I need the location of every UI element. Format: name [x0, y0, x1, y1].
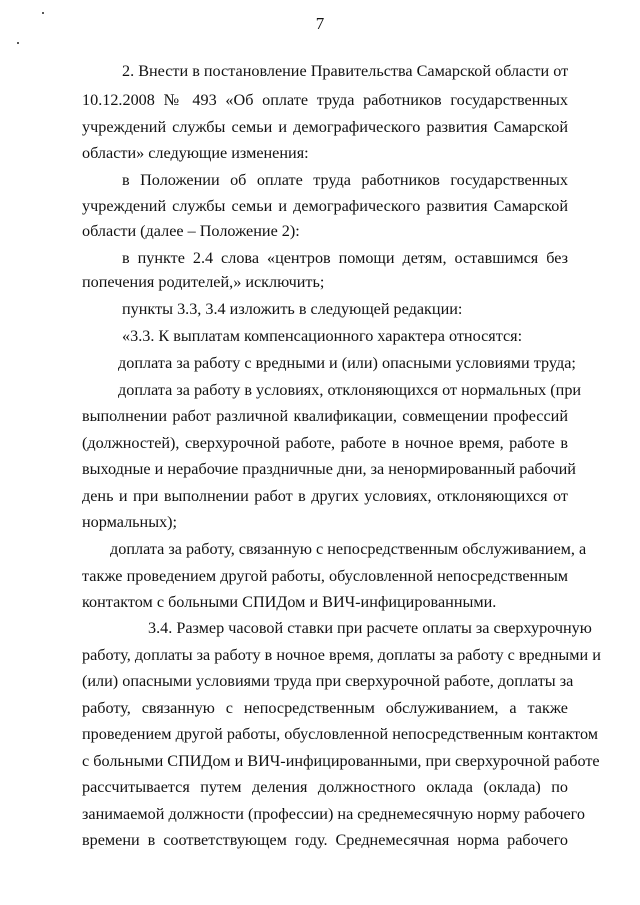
text-line: учреждений службы семьи и демографического развития Самарской: [82, 118, 568, 136]
text-line: 3.4. Размер часовой ставки при расчете оплаты за сверхурочную: [148, 619, 592, 637]
text-line: проведением другой работы, обусловленной непосредственным контактом: [82, 725, 599, 743]
text-line: области» следующие изменения:: [82, 144, 309, 162]
text-line: рассчитывается путем деления должностного оклада (оклада) по: [82, 778, 568, 796]
text-line: работу, связанную с непосредственным обслуживанием, а также: [82, 699, 568, 717]
text-line: (должностей), сверхурочной работе, работе в ночное время, работе в: [82, 434, 568, 452]
text-line: «3.3. К выплатам компенсационного характера относятся:: [122, 327, 523, 345]
text-line: пункты 3.3, 3.4 изложить в следующей редакции:: [122, 300, 463, 318]
text-line: доплата за работу, связанную с непосредственным обслуживанием, а: [110, 540, 587, 558]
text-line: области (далее – Положение 2):: [82, 222, 300, 240]
text-line: в пункте 2.4 слова «центров помощи детям, оставшимся без: [122, 249, 568, 267]
scan-speck: [17, 42, 19, 44]
text-line: выполнении работ различной квалификации, совмещении профессий: [82, 407, 568, 425]
text-line: 10.12.2008 № 493 «Об оплате труда работников государственных: [82, 91, 568, 109]
text-line: доплата за работу с вредными и (или) опасными условиями труда;: [118, 354, 576, 372]
text-line: 2. Внести в постановление Правительства Самарской области от: [122, 62, 569, 80]
text-line: учреждений службы семьи и демографического развития Самарской: [82, 197, 568, 215]
page-number: 7: [315, 14, 325, 33]
text-line: также проведением другой работы, обусловленной непосредственным: [82, 567, 568, 585]
text-line: выходные и нерабочие праздничные дни, за ненормированный рабочий: [82, 460, 576, 478]
text-line: нормальных);: [82, 513, 178, 531]
text-line: в Положении об оплате труда работников государственных: [122, 171, 568, 189]
text-line: с больными СПИДом и ВИЧ-инфицированными, при сверхурочной работе: [82, 752, 600, 770]
text-line: попечения родителей,» исключить;: [82, 273, 325, 291]
text-line: занимаемой должности (профессии) на среднемесячную норму рабочего: [82, 805, 585, 823]
text-line: (или) опасными условиями труда при сверхурочной работе, доплаты за: [82, 672, 574, 690]
text-line: работу, доплаты за работу в ночное время, доплаты за работу с вредными и: [82, 646, 601, 664]
text-line: времени в соответствующем году. Среднемесячная норма рабочего: [82, 831, 568, 849]
text-line: день и при выполнении работ в других условиях, отклоняющихся от: [82, 487, 568, 505]
text-line: доплата за работу в условиях, отклоняющихся от нормальных (при: [118, 381, 582, 399]
text-line: контактом с больными СПИДом и ВИЧ-инфицированными.: [82, 593, 497, 611]
